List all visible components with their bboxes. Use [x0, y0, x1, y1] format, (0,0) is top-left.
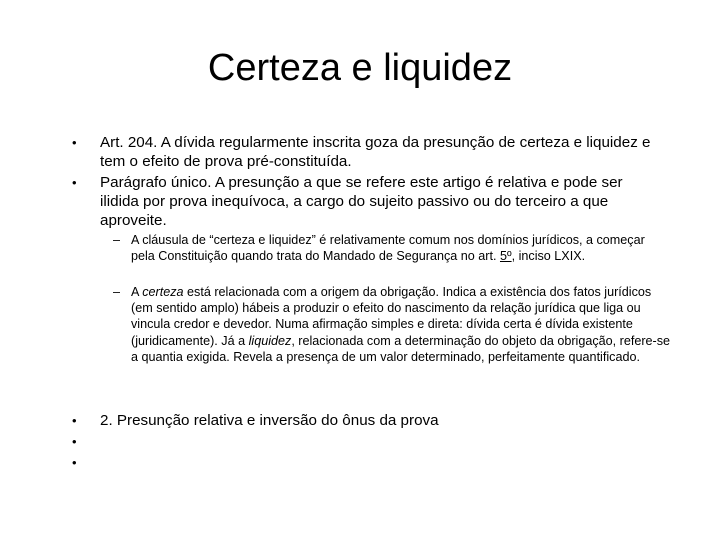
sub-bullet-marker: – — [113, 285, 121, 299]
bullet-text: Parágrafo único. A presunção a que se refere este artigo é relativa e pode ser ilidida por prova inequívoca, a cargo do sujeito passivo ou do terceiro a que aproveite. — [100, 174, 623, 229]
emphasis-liquidez: liquidez — [248, 333, 292, 348]
bullet-text: 2. Presunção relativa e inversão do ônus da prova — [100, 412, 439, 429]
sub-bullet-marker: – — [113, 233, 121, 247]
article-number: 5º — [499, 249, 512, 264]
bullet-marker: • — [72, 413, 77, 428]
bullet-marker: • — [72, 175, 77, 190]
slide-title: Certeza e liquidez — [207, 47, 513, 89]
sub-bullet-text-part: , relacionada com a determinação do objeto da obrigação, refere-se a quantia exigida. Revela a presença de um valor determinado, perfeitamente quantificado. — [131, 333, 671, 364]
sub-bullet-text-part: , inciso LXIX. — [511, 249, 586, 264]
bullet-text: Art. 204. A dívida regularmente inscrita goza da presunção de certeza e liquidez e tem o efeito de prova pré-constituída. — [100, 134, 651, 170]
emphasis-certeza: certeza — [142, 285, 184, 299]
sub-bullet-text-part: A cláusula de “certeza e liquidez” é relativamente comum nos domínios jurídicos, a começar pela Constituição quando trata do Mandado de Segurança no art. — [131, 233, 645, 264]
sub-bullet-text — [131, 232, 671, 264]
sub-bullet-text-part: A — [131, 285, 143, 299]
sub-bullet-text-part: está relacionada com a origem da obrigação. Indica a existência dos fatos jurídicos (em sentido amplo) hábeis a produzir o efeito do nascimento da relação jurídica que liga ou vincula credor e devedor. Numa afirmação simples e direta: dívida certa é dívida existente (juridicamente). Já a — [131, 285, 652, 348]
bullet-marker: • — [72, 455, 77, 470]
sub-bullet-text — [131, 284, 671, 365]
bullet-marker: • — [72, 135, 77, 150]
bullet-marker: • — [72, 434, 77, 449]
